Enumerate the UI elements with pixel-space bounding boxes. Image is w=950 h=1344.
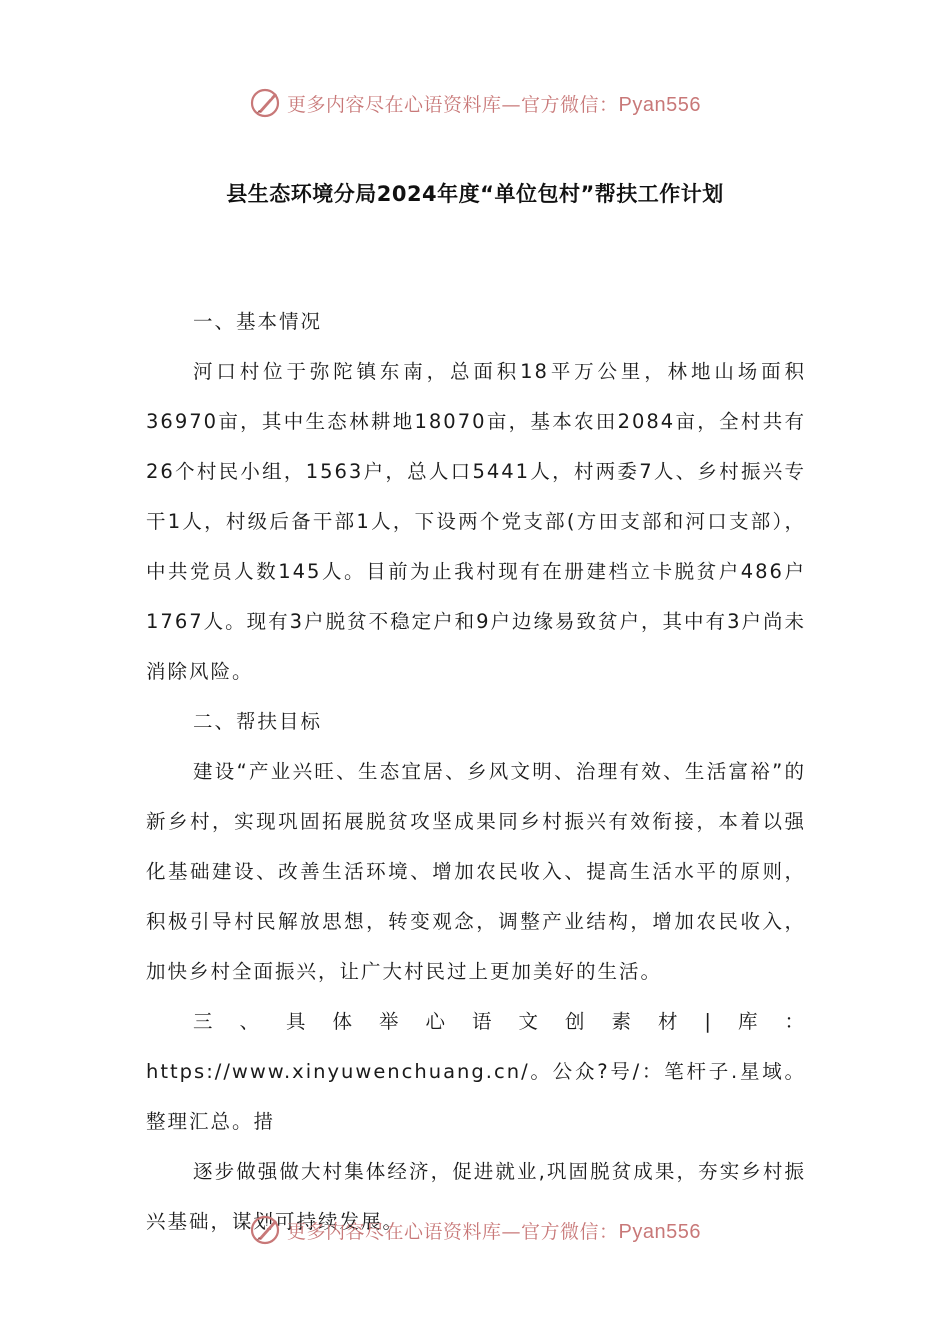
watermark-text: 更多内容尽在心语资料库—官方微信：Pyan556	[287, 1220, 701, 1243]
section-heading-measures: 三、具体举心语文创素材|库：https://www.xinyuwenchuang.cn/。公众?号/：笔杆子.星域。整理汇总。措	[146, 1010, 806, 1133]
section-heading-goals: 二、帮扶目标	[193, 710, 323, 733]
document-body	[146, 297, 806, 1247]
paragraph-basic-info: 河口村位于弥陀镇东南，总面积18平万公里，林地山场面积36970亩，其中生态林耕地18070亩，基本农田2084亩，全村共有26个村民小组，1563户，总人口5441人，村两委7人、乡村振兴专干1人，村级后备干部1人，下设两个党支部(方田支部和河口支部），中共党员人数145人。目前为止我村现有在册建档立卡脱贫户486户1767人。现有3户脱贫不稳定户和9户边缘易致贫户，其中有3户尚未消除风险。	[146, 360, 806, 683]
document-title: 县生态环境分局2024年度“单位包村”帮扶工作计划	[226, 182, 724, 206]
watermark-text: 更多内容尽在心语资料库—官方微信：Pyan556	[287, 93, 701, 116]
watermark-footer	[0, 1210, 950, 1250]
paragraph-measures: 逐步做强做大村集体经济，促进就业,巩固脱贫成果，夯实乡村振兴基础，谋划可持续发展。	[146, 1160, 806, 1233]
quill-logo-icon	[249, 86, 283, 120]
watermark-header	[0, 83, 950, 123]
section-heading-basic-info: 一、基本情况	[193, 310, 323, 333]
paragraph-goals: 建设“产业兴旺、生态宜居、乡风文明、治理有效、生活富裕”的新乡村，实现巩固拓展脱贫攻坚成果同乡村振兴有效衔接，本着以强化基础建设、改善生活环境、增加农民收入、提高生活水平的原则，积极引导村民解放思想，转变观念，调整产业结构，增加农民收入，加快乡村全面振兴，让广大村民过上更加美好的生活。	[146, 760, 806, 983]
quill-logo-icon	[249, 1213, 283, 1247]
